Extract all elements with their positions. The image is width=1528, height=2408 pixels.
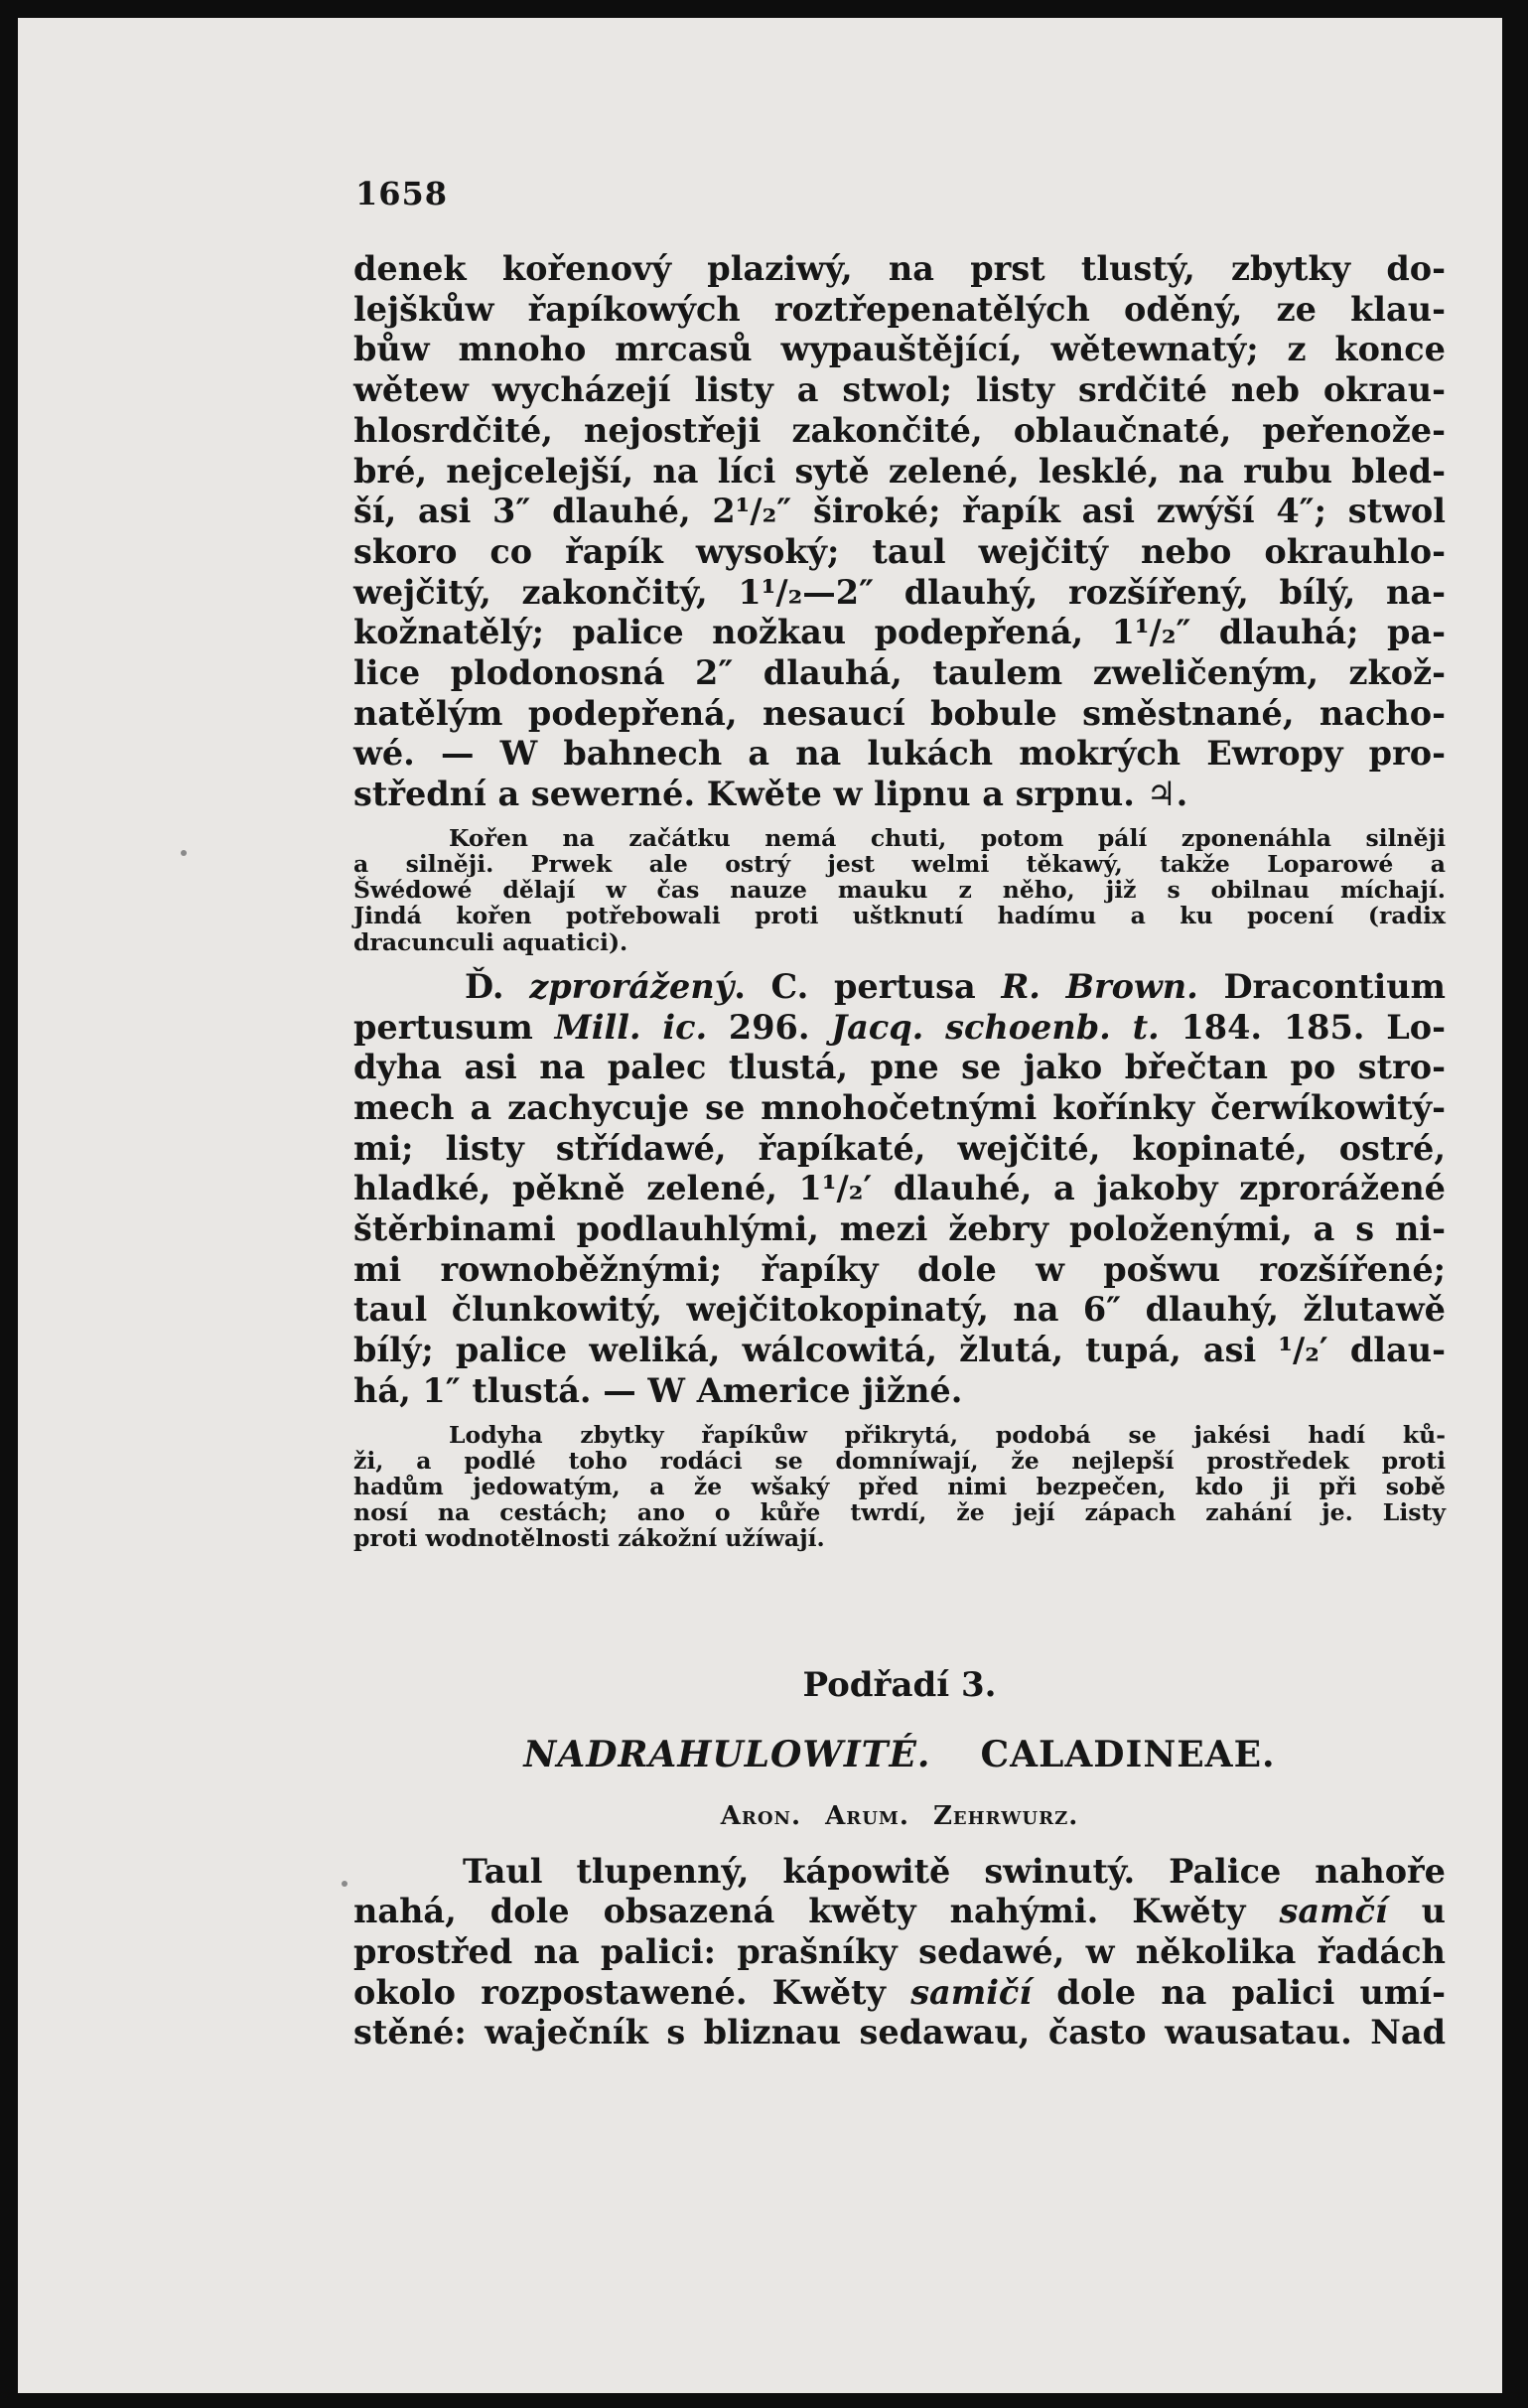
text-line: natělým podepřená, nesaucí bobule směstnané, nacho- (353, 693, 1446, 733)
note-line: proti wodnotělnosti zákožní užíwají. (353, 1524, 825, 1553)
text-line: ší, asi 3″ dlauhé, 2¹/₂″ široké; řapík asi zwýší 4″; stwol (353, 492, 1446, 531)
note-dracunculus (353, 825, 1446, 955)
text-line (353, 1008, 1446, 1049)
text-line: lice plodonosná 2″ dlauhá, taulem zweličeným, zkož- (353, 653, 1446, 693)
text-line: stěné: waječník s bliznau sedawau, často wausatau. Nad (353, 2013, 1446, 2053)
family-czech-name: NADRAHULOWITÉ. (523, 1733, 931, 1775)
family-heading (353, 1727, 1446, 1782)
text-line: mi rownoběžnými; řapíky dole w pošwu rozšířené; (353, 1249, 1446, 1289)
text-run: dole na palici umí- (1032, 1972, 1446, 2012)
page-body (353, 249, 1446, 2054)
text-line (353, 1973, 1446, 2014)
text-line (353, 1892, 1446, 1932)
family-latin-name: CALADINEAE. (980, 1733, 1276, 1775)
text-line: střední a sewerné. Kwěte w lipnu a srpnu. ♃. (353, 775, 1188, 814)
text-line: hlosrdčité, nejostřeji zakončité, oblaučnaté, peřenože- (353, 410, 1446, 450)
note-line: a silněji. Prwek ale ostrý jest welmi těkawý, takže Loparowé a (353, 850, 1446, 879)
scanned-page (18, 18, 1502, 2393)
note-line: Jindá kořen potřebowali proti uštknutí hadímu a ku pocení (radix (353, 902, 1446, 930)
emphasis: samčí (1279, 1892, 1388, 1931)
subfamily-heading: Podřadí 3. (802, 1664, 997, 1705)
text-line: mi; listy střídawé, řapíkaté, wejčité, kopinaté, ostré, (353, 1128, 1446, 1168)
reference: Jacq. schoenb. t. (831, 1007, 1160, 1047)
text-run: 184. 185. Lo- (1159, 1007, 1447, 1047)
text-line: lejškůw řapíkowých roztřepenatělých oděný, ze klau- (353, 289, 1446, 329)
speck (342, 1881, 347, 1887)
text-line: taul člunkowitý, wejčitokopinatý, na 6″ dlauhý, žlutawě (353, 1290, 1446, 1330)
text-line: hladké, pěkně zelené, 1¹/₂′ dlauhé, a jakoby zprorážené (353, 1169, 1446, 1208)
text-line: wětew wycházejí listy a stwol; listy srdčité neb okrau- (353, 370, 1446, 410)
text-line: há, 1″ tlustá. — W Americe jižné. (353, 1370, 963, 1410)
emphasis: samičí (910, 1972, 1033, 2012)
text-run: u (1387, 1892, 1446, 1931)
note-line: ži, a podlé toho rodáci se domníwají, že nejlepší prostředek proti (353, 1446, 1446, 1475)
letter: Ď. (465, 966, 530, 1006)
text-run: 296. (707, 1007, 832, 1047)
text-line (353, 967, 1446, 1008)
page-number: 1658 (355, 175, 449, 212)
text-line: prostřed na palici: prašníky sedawé, w několika řadách (353, 1932, 1446, 1972)
reference: Mill. ic. (554, 1007, 708, 1047)
note-line: nosí na cestách; ano o kůře twrdí, že její zápach zahání je. Listy (353, 1498, 1446, 1527)
note-line: hadům jedowatým, a že wšaký před nimi bezpečen, kdo ji při sobě (353, 1473, 1446, 1500)
text-run: Dracontium (1197, 966, 1446, 1006)
text-line: dyha asi na palec tlustá, pne se jako břečtan po stro- (353, 1048, 1446, 1087)
paragraph-dracunculus (353, 249, 1446, 815)
note-line: dracunculi aquatici). (353, 927, 628, 956)
text-line: bílý; palice weliká, wálcowitá, žlutá, tupá, asi ¹/₂′ dlau- (353, 1331, 1446, 1370)
paragraph-arum (353, 1852, 1446, 2054)
speck (181, 850, 187, 856)
note-line: Lodyha zbytky řapíkůw přikrytá, podobá se jakési hadí ků- (449, 1420, 1446, 1449)
note-pertusa (353, 1422, 1446, 1552)
note-line: Kořen na začátku nemá chuti, potom pálí zponenáhla silněji (449, 823, 1446, 852)
paragraph-pertusa (353, 967, 1446, 1412)
text-line: denek kořenový plaziwý, na prst tlustý, zbytky do- (353, 249, 1446, 288)
text-line: mech a zachycuje se mnohočetnými kořínky čerwíkowitý- (353, 1087, 1446, 1127)
text-line: Taul tlupenný, kápowitě swinutý. Palice nahoře (463, 1851, 1446, 1891)
text-line: wejčitý, zakončitý, 1¹/₂—2″ dlauhý, rozšířený, bílý, na- (353, 572, 1446, 612)
czech-species-name: zprorážený (529, 966, 735, 1006)
text-run: nahá, dole obsazená kwěty nahými. Kwěty (353, 1892, 1280, 1931)
text-line: bré, nejcelejší, na líci sytě zelené, lesklé, na rubu bled- (353, 451, 1446, 491)
author: R. Brown. (1001, 966, 1198, 1006)
text-line: bůw mnoho mrcasů wypauštějící, wětewnatý; z konce (353, 330, 1446, 369)
note-line: Šwédowé dělají w čas nauze mauku z něho, již s obilnau míchají. (353, 876, 1446, 905)
text-line: wé. — W bahnech a na lukách mokrých Ewropy pro- (353, 734, 1446, 774)
genus-heading: Aron. Arum. Zehrwurz. (720, 1800, 1079, 1831)
text-line: štěrbinami podlauhlými, mezi žebry položenými, a s ni- (353, 1209, 1446, 1249)
text-line: skoro co řapík wysoký; taul wejčitý nebo okrauhlo- (353, 531, 1446, 571)
text-run: pertusum (353, 1007, 555, 1047)
text-run: . C. pertusa (734, 966, 1002, 1006)
text-line: kožnatělý; palice nožkau podepřená, 1¹/₂″ dlauhá; pa- (353, 613, 1446, 652)
text-run: okolo rozpostawené. Kwěty (353, 1972, 911, 2012)
